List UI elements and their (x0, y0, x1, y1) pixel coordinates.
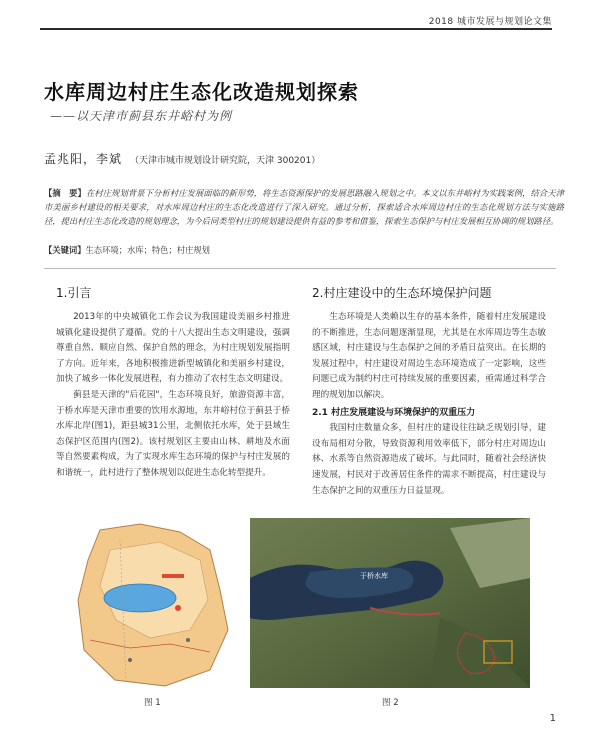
paper-subtitle: ——以天津市蓟县东井峪村为例 (50, 109, 233, 123)
running-title: 2018 城市发展与规划论文集 (428, 17, 552, 27)
running-header (40, 12, 552, 30)
paper-title: 水库周边村庄生态化改造规划探索 (44, 80, 359, 104)
keywords-text: 生态环境；水库；特色；村庄规划 (85, 245, 210, 255)
author-line (44, 150, 564, 167)
abstract (44, 186, 564, 228)
right-column (312, 284, 546, 499)
author-names: 孟兆阳，李斌 (44, 152, 123, 166)
figure-2-reservoir-label: 于桥水库 (360, 572, 388, 580)
figure-2-satellite-image (250, 518, 530, 688)
section-2-heading: 2.村庄建设中的生态环境保护问题 (312, 286, 492, 300)
section-1-paragraph-2: 蓟县是天津的"后花园"，生态环境良好，旅游资源丰富，于桥水库是天津市重要的饮用水源地，东井峪村位于蓟县于桥水库北岸(图1)，距县城31公里，北侧依托水库，处于县域生态保护区范围内(图2)。该村规划区主要由山林、耕地及水面等自然要素构成，为了实现水库生态环境的保护与村庄发展的和谐统一，此村进行了整体规划以促进生态化转型提升。 (56, 389, 290, 478)
section-1-paragraph-1: 2013年的中央城镇化工作会议为我国建设美丽乡村推进城镇化建设提供了遵循。党的十八大提出生态文明建设，强调尊重自然、顺应自然、保护自然的理念，为村庄规划发展指明了方向。近年来，各地积极推进新型城镇化和美丽乡村建设，加快了城乡一体化发展进程，有力推动了农村生态文明建设。 (56, 312, 290, 385)
section-1-heading: 1.引言 (56, 286, 92, 300)
abstract-text: 在村庄规划背景下分析村庄发展面临的新形势，将生态资源保护的发展思路融入规划之中。本文以东井峪村为实践案例，结合天津市美丽乡村建设的相关要求，对水库周边村庄的生态化改造进行了深入研究。通过分析，探索适合水库周边村庄的生态化规划方法与实施路径，提出村庄生态化改造的规划理念，为今后同类型村庄的规划建设提供有益的参考和借鉴，探索生态保护与村庄发展相互协调的规划路径。 (44, 188, 564, 226)
abstract-label: 【摘 要】 (44, 188, 86, 198)
section-2-1-paragraph-1: 我国村庄数量众多，但村庄的建设往往缺乏规划引导，建设布局相对分散，导致资源利用效率低下，部分村庄对周边山林、水系等自然资源造成了破坏。与此同时，随着社会经济快速发展，村民对于改善居住条件的需求不断提高，村庄建设与生态保护之间的双重压力日益显现。 (312, 423, 546, 496)
keywords (44, 244, 210, 256)
section-2-1-heading: 2.1 村庄发展建设与环境保护的双重压力 (312, 407, 476, 418)
section-divider (44, 268, 556, 269)
keywords-label: 【关键词】 (44, 245, 86, 255)
header-rule (40, 28, 552, 30)
figure-2-caption: 图 2 (382, 698, 399, 708)
figure-1-location-map (70, 520, 236, 690)
author-affiliation: （天津市城市规划设计研究院，天津 300201） (130, 156, 321, 166)
figure-1-caption: 图 1 (144, 698, 161, 708)
left-column (56, 284, 290, 482)
page-number: 1 (549, 713, 556, 724)
section-2-paragraph-1: 生态环境是人类赖以生存的基本条件，随着村庄发展建设的不断推进，生态问题逐渐显现，尤其是在水库周边等生态敏感区域，村庄建设与生态保护之间的矛盾日益突出。在长期的发展过程中，村庄建设对周边生态环境造成了一定影响，这些问题已成为制约村庄可持续发展的重要因素，亟需通过科学合理的规划加以解决。 (312, 312, 546, 400)
